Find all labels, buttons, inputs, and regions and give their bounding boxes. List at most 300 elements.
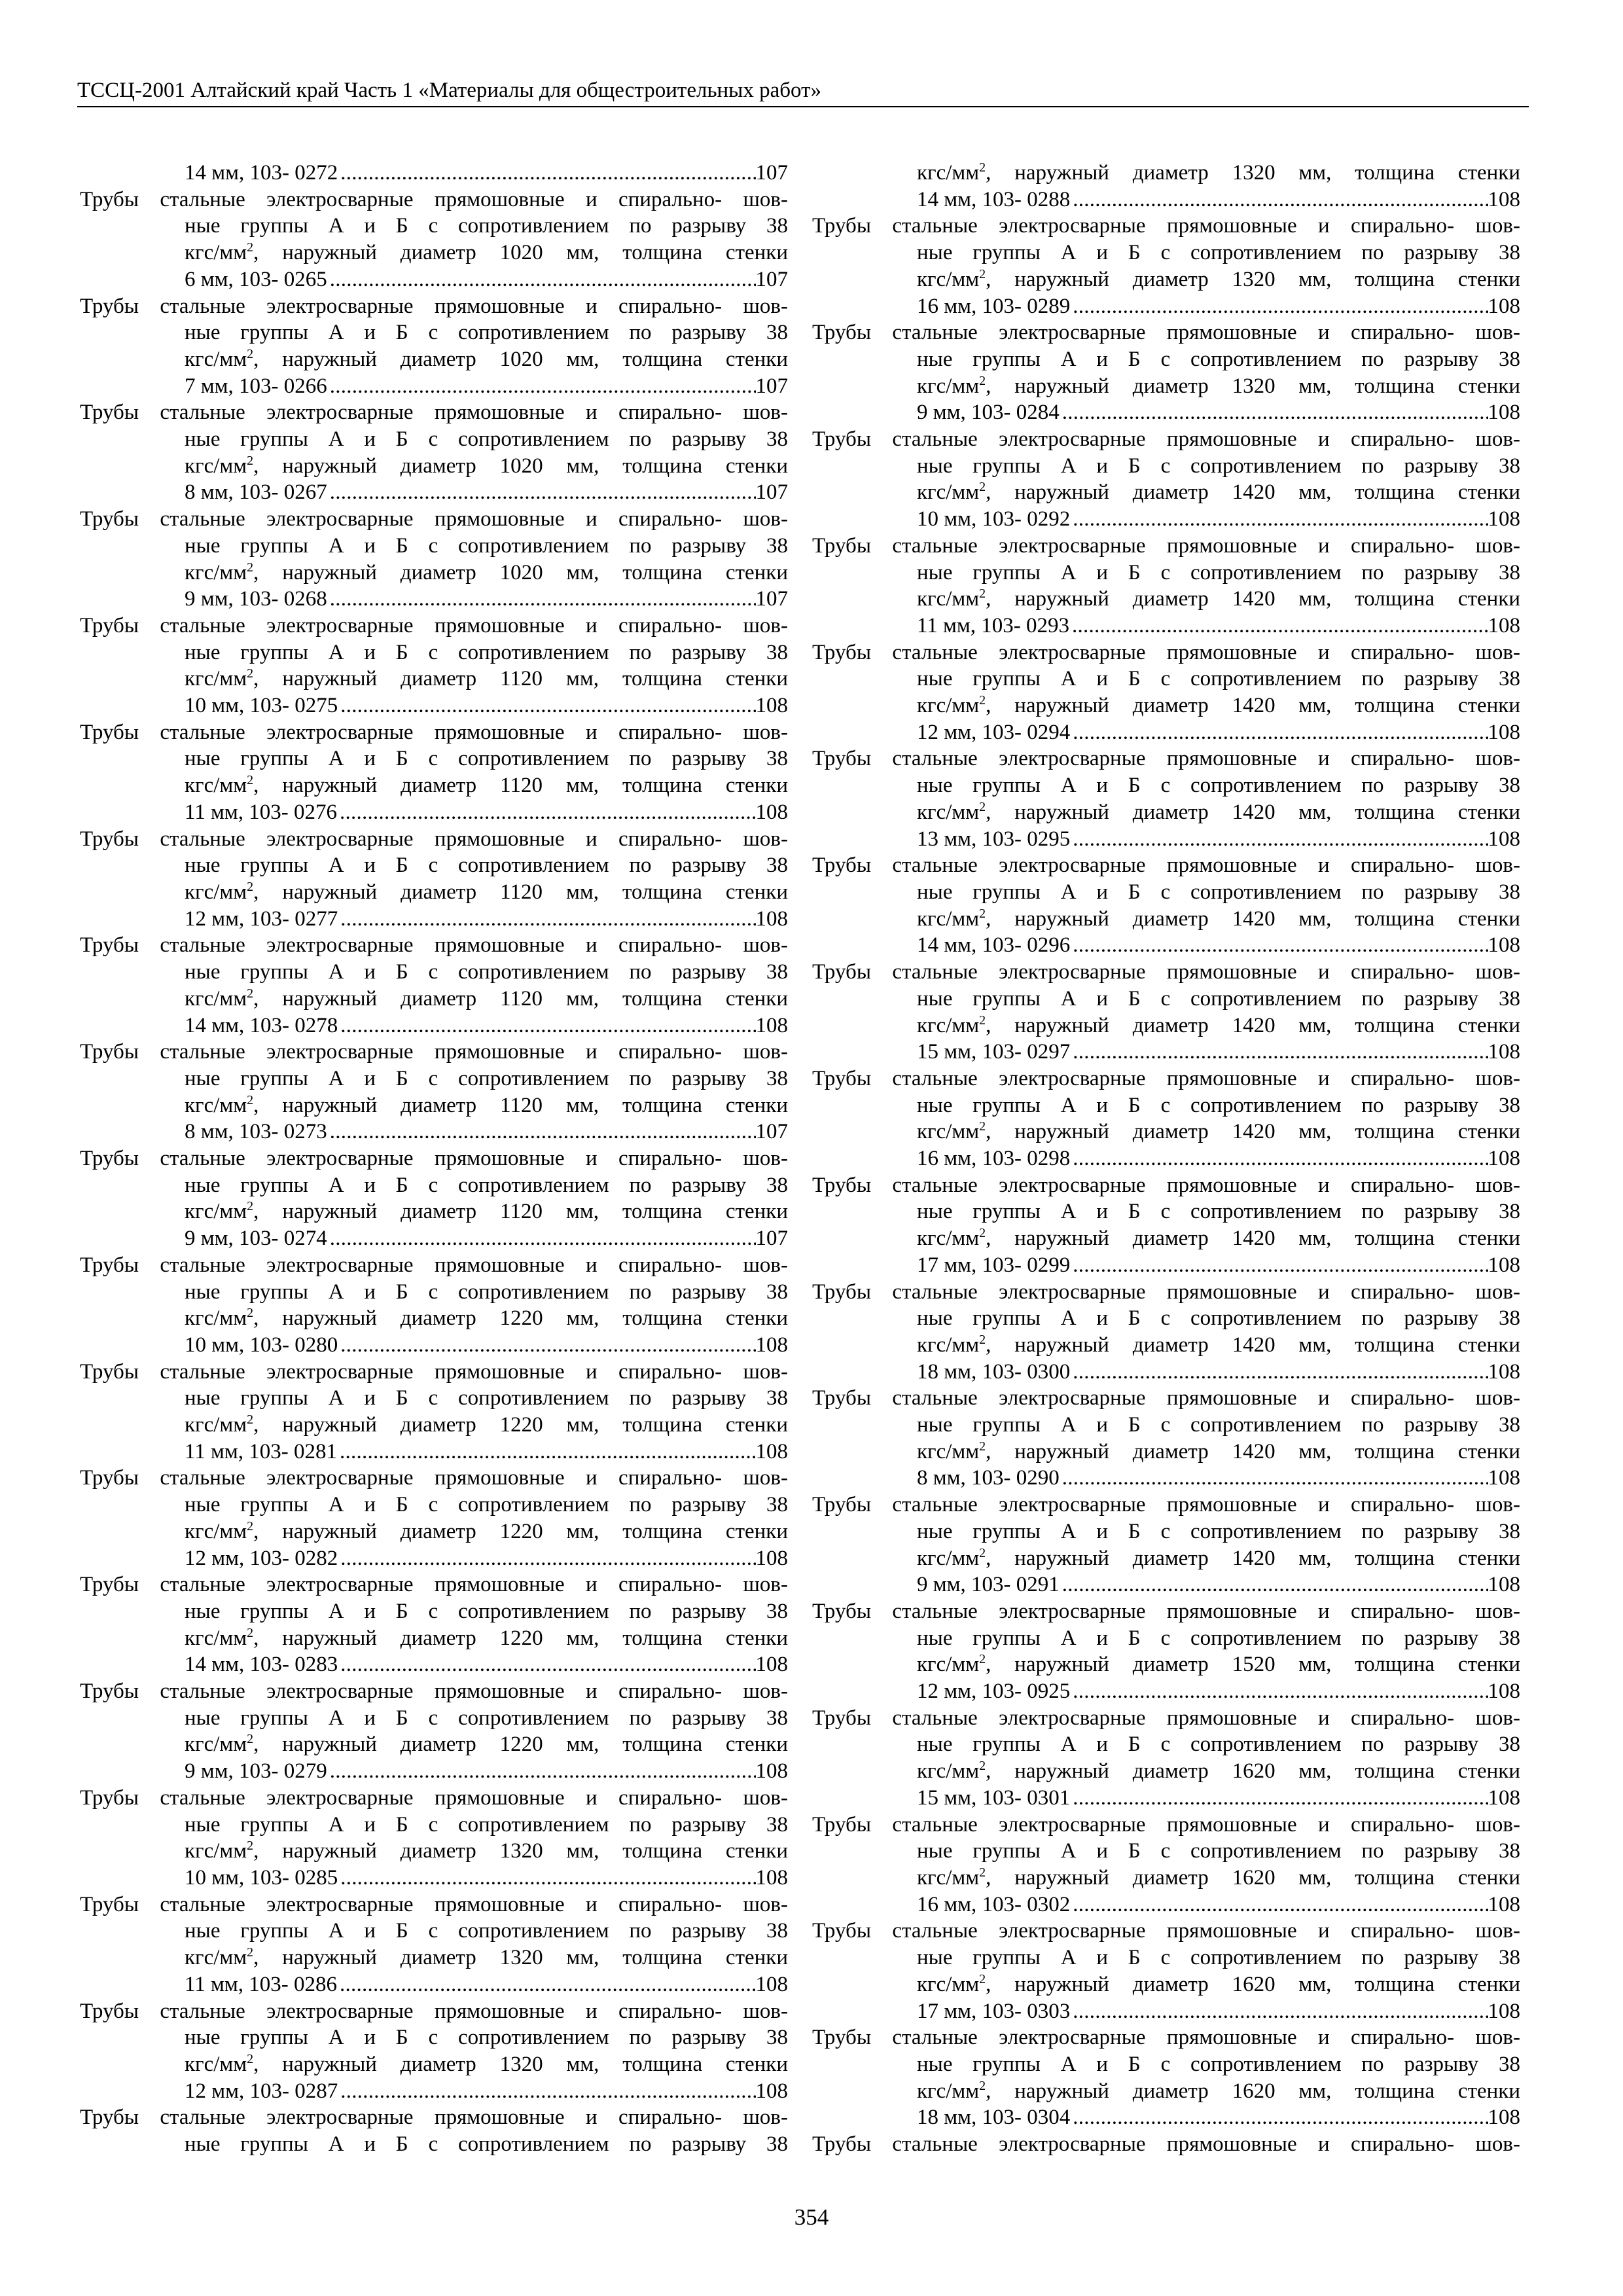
entry-title-line <box>812 1812 1520 1839</box>
entry-title-line <box>812 1492 1520 1518</box>
diam-suffix: мм, толщина стенки <box>1275 1866 1521 1890</box>
dot-leader <box>1070 1252 1488 1279</box>
entry-subtitle: ные группы А и Б с сопротивлением по разрыву 38 <box>917 454 1520 478</box>
entry-title-line <box>812 319 1520 346</box>
superscript <box>979 1333 986 1347</box>
entry-subtitle-line <box>812 986 1520 1013</box>
superscript <box>979 267 986 281</box>
thickness-code: 14 мм, 103- 0272 <box>185 161 338 185</box>
unit-sup: 2 <box>247 1732 254 1747</box>
entry-title: Трубы стальные электросварные прямошовные и спирально- шов- <box>80 1253 788 1277</box>
dot-leader <box>1070 1892 1488 1918</box>
diameter-value: 1020 <box>499 347 543 371</box>
entry-subtitle-line <box>80 426 788 453</box>
entry-code <box>185 373 327 400</box>
unit-kgs: кгс/мм <box>185 774 247 798</box>
superscript <box>979 1226 986 1240</box>
index-entry <box>812 1812 1520 1918</box>
index-entry <box>812 1385 1520 1492</box>
entry-title-line <box>80 506 788 533</box>
entry-subtitle: ные группы А и Б с сопротивлением по разрыву 38 <box>917 1306 1520 1331</box>
dot-leader <box>338 692 755 719</box>
diameter-line <box>812 1225 1520 1252</box>
entry-title-line <box>812 1385 1520 1412</box>
thickness-code: 8 мм, 103- 0267 <box>185 480 327 505</box>
superscript <box>247 1519 253 1534</box>
page-ref: 108 <box>755 1013 788 1037</box>
diam-suffix: мм, толщина стенки <box>1275 2079 1521 2103</box>
diameter-value: 1420 <box>1232 480 1275 505</box>
entry-subtitle-line <box>812 560 1520 586</box>
entry-title-line <box>812 639 1520 666</box>
dot-leader <box>338 1332 755 1359</box>
unit-sup: 2 <box>979 2078 986 2093</box>
diameter-line <box>80 772 788 799</box>
unit-sup: 2 <box>979 1759 986 1774</box>
dot-leader <box>338 1865 755 1892</box>
diam-suffix: мм, толщина стенки <box>1275 480 1521 505</box>
entry-subtitle: ные группы А и Б с сопротивлением по разрыву 38 <box>917 241 1520 265</box>
leader-line <box>812 293 1520 320</box>
unit-kgs: кгс/мм <box>917 800 980 824</box>
thickness-code: 11 мм, 103- 0293 <box>917 613 1070 637</box>
superscript <box>979 800 986 814</box>
unit-sup: 2 <box>979 1971 986 1986</box>
entry-title-line <box>80 1252 788 1279</box>
unit-kgs: кгс/мм <box>917 587 980 611</box>
superscript <box>979 1972 986 1986</box>
diameter-line <box>80 986 788 1013</box>
entry-title-line <box>80 293 788 320</box>
unit-kgs: кгс/мм <box>917 1333 980 1357</box>
index-entry <box>80 506 788 613</box>
unit-kgs: кгс/мм <box>917 1653 980 1677</box>
entry-title-line <box>80 932 788 959</box>
entry-title: Трубы стальные электросварные прямошовные и спирально- шов- <box>80 720 788 744</box>
entry-subtitle-line <box>80 639 788 666</box>
diam-prefix: , наружный диаметр <box>253 880 501 904</box>
diameter-value: 1420 <box>1232 1546 1275 1570</box>
entry-code <box>185 266 327 293</box>
entry-title-line <box>812 1172 1520 1199</box>
page-ref: 108 <box>1488 1679 1520 1704</box>
entry-title-line <box>812 533 1520 560</box>
entry-subtitle-line <box>80 1492 788 1518</box>
leader-line <box>80 586 788 613</box>
leader-line <box>812 1678 1520 1705</box>
leader-line <box>80 1651 788 1678</box>
diam-suffix: мм, толщина стенки <box>1275 906 1521 931</box>
dot-leader <box>338 906 755 933</box>
dot-leader <box>337 1971 755 1998</box>
thickness-code: 15 мм, 103- 0297 <box>917 1040 1071 1064</box>
diam-prefix: , наружный диаметр <box>253 1626 500 1650</box>
dot-leader <box>338 1545 755 1572</box>
superscript <box>247 1626 253 1640</box>
index-entry <box>80 399 788 506</box>
superscript <box>247 666 253 681</box>
diameter-value: 1320 <box>499 1839 543 1863</box>
diameter-line <box>80 666 788 692</box>
index-entry <box>80 293 788 400</box>
diameter-value: 1420 <box>1232 1439 1275 1463</box>
diam-suffix: мм, толщина стенки <box>1275 587 1521 611</box>
diameter-line <box>80 1838 788 1865</box>
index-entry <box>80 613 788 719</box>
superscript <box>247 986 253 1001</box>
unit-kgs: кгс/мм <box>185 241 247 265</box>
thickness-code: 12 мм, 103- 0925 <box>917 1679 1071 1704</box>
index-entry-continued <box>812 2131 1520 2158</box>
unit-sup: 2 <box>979 906 986 921</box>
thickness-code: 9 мм, 103- 0274 <box>185 1227 327 1251</box>
entry-code <box>917 826 1070 853</box>
dot-leader <box>1070 293 1488 320</box>
diam-prefix: , наружный диаметр <box>986 1439 1232 1463</box>
entry-subtitle: ные группы А и Б с сопротивлением по разрыву 38 <box>185 1386 788 1410</box>
page-ref: 108 <box>755 906 788 931</box>
unit-kgs: кгс/мм <box>917 1546 980 1570</box>
thickness-code: 17 мм, 103- 0303 <box>917 1999 1071 2023</box>
entry-subtitle-line <box>80 213 788 240</box>
page-ref: 108 <box>1488 507 1520 531</box>
leader-line <box>80 1439 788 1465</box>
entry-title: Трубы стальные электросварные прямошовные и спирально- шов- <box>80 1147 788 1171</box>
entry-subtitle: ные группы А и Б с сопротивлением по разрыву 38 <box>917 1200 1520 1224</box>
unit-sup: 2 <box>979 1013 986 1028</box>
thickness-code: 9 мм, 103- 0268 <box>185 587 327 611</box>
entry-subtitle: ные группы А и Б с сопротивлением по разрыву 38 <box>917 774 1520 798</box>
unit-sup: 2 <box>979 1545 986 1560</box>
diam-prefix: , наружный диаметр <box>253 560 500 584</box>
leader-line <box>80 1332 788 1359</box>
entry-code <box>917 1571 1060 1598</box>
entry-subtitle-line <box>812 1198 1520 1225</box>
leader-line <box>812 1039 1520 1066</box>
unit-sup: 2 <box>247 2051 254 2066</box>
unit-sup: 2 <box>979 266 986 281</box>
diameter-value: 1520 <box>1232 1653 1275 1677</box>
entry-title: Трубы стальные электросварные прямошовные и спирально- шов- <box>80 827 788 851</box>
entry-title-line <box>80 399 788 426</box>
diameter-line <box>80 1625 788 1652</box>
entry-title-line <box>80 1678 788 1705</box>
superscript <box>979 1652 986 1666</box>
diam-prefix: , наружный диаметр <box>253 1839 500 1863</box>
diameter-line <box>812 906 1520 933</box>
entry-title-line <box>80 1145 788 1172</box>
entry-title-line <box>812 2131 1520 2158</box>
entry-title: Трубы стальные электросварные прямошовные и спирально- шов- <box>80 1573 788 1597</box>
superscript <box>247 1732 253 1746</box>
diameter-line <box>80 453 788 480</box>
entry-subtitle-line <box>812 879 1520 906</box>
diam-suffix: мм, толщина стенки <box>542 986 789 1011</box>
entry-code <box>917 613 1069 639</box>
diam-prefix: , наружный диаметр <box>986 800 1232 824</box>
entry-code <box>917 506 1070 533</box>
diameter-line <box>80 1198 788 1225</box>
unit-kgs: кгс/мм <box>185 454 247 478</box>
superscript <box>979 1439 986 1454</box>
page-ref: 108 <box>1488 827 1520 851</box>
diam-suffix: мм, толщина стенки <box>542 667 789 691</box>
superscript <box>979 906 986 921</box>
entry-subtitle: ные группы А и Б с сопротивлением по разрыву 38 <box>185 1066 788 1090</box>
dot-leader <box>1070 932 1488 959</box>
entry-title: Трубы стальные электросварные прямошовные и спирально- шов- <box>812 321 1520 345</box>
entry-subtitle-line <box>80 745 788 772</box>
thickness-code: 10 мм, 103- 0280 <box>185 1333 338 1357</box>
diam-prefix: , наружный диаметр <box>986 1866 1232 1890</box>
index-entry <box>812 319 1520 426</box>
entry-subtitle-line <box>80 319 788 346</box>
thickness-code: 14 мм, 103- 0278 <box>185 1013 338 1037</box>
thickness-code: 8 мм, 103- 0290 <box>917 1466 1060 1490</box>
entry-subtitle-line <box>812 1412 1520 1439</box>
page-ref: 108 <box>755 1333 788 1357</box>
diam-prefix: , наружный диаметр <box>986 694 1232 718</box>
leader-line <box>812 1465 1520 1492</box>
entry-title-line <box>812 213 1520 240</box>
unit-sup: 2 <box>979 799 986 814</box>
dot-leader <box>338 1013 755 1039</box>
unit-kgs: кгс/мм <box>917 1227 980 1251</box>
diameter-line <box>812 586 1520 613</box>
index-entry <box>812 426 1520 533</box>
dot-leader <box>327 1758 756 1785</box>
entry-code <box>185 1013 338 1039</box>
diameter-value: 1320 <box>499 2052 543 2076</box>
unit-sup: 2 <box>247 773 254 788</box>
diam-prefix: , наружный диаметр <box>986 374 1232 398</box>
dot-leader <box>1060 399 1488 426</box>
diameter-value: 1320 <box>1232 267 1275 291</box>
entry-title-line <box>80 826 788 853</box>
entry-subtitle-line <box>812 1305 1520 1332</box>
entry-subtitle-line <box>812 1092 1520 1119</box>
diam-suffix: мм, толщина стенки <box>543 1413 789 1437</box>
dot-leader <box>1070 1145 1488 1172</box>
dot-leader <box>1070 187 1488 213</box>
entry-subtitle: ные группы А и Б с сопротивлением по разрыву 38 <box>185 640 788 664</box>
unit-kgs: кгс/мм <box>185 1200 247 1224</box>
diam-prefix: , наружный диаметр <box>986 267 1232 291</box>
unit-kgs: кгс/мм <box>185 1306 247 1331</box>
leader-line <box>812 1145 1520 1172</box>
index-entry <box>812 1598 1520 1705</box>
index-entry <box>812 1172 1520 1279</box>
diam-suffix: мм, толщина стенки <box>1275 694 1521 718</box>
superscript <box>979 374 986 388</box>
diameter-line <box>80 1412 788 1439</box>
unit-sup: 2 <box>247 1199 254 1214</box>
leader-line <box>812 613 1520 639</box>
leader-line <box>80 1758 788 1785</box>
entry-code <box>185 1758 327 1785</box>
index-entry <box>80 1039 788 1145</box>
unit-sup: 2 <box>247 1945 254 1960</box>
entry-title: Трубы стальные электросварные прямошовные и спирально- шов- <box>80 613 788 637</box>
entry-code <box>185 1119 327 1145</box>
diameter-line <box>812 1971 1520 1998</box>
diam-prefix: , наружный диаметр <box>986 1759 1232 1784</box>
diameter-line <box>812 1013 1520 1039</box>
entry-subtitle: ные группы А и Б с сопротивлением по разрыву 38 <box>917 2052 1520 2076</box>
index-entry <box>812 852 1520 959</box>
entry-code <box>917 932 1070 959</box>
entry-code <box>917 1039 1070 1066</box>
unit-kgs: кгс/мм <box>185 1839 247 1863</box>
page-ref: 108 <box>1488 1573 1520 1597</box>
entry-code <box>917 293 1070 320</box>
diameter-value: 1620 <box>1232 2079 1275 2103</box>
diameter-value: 1420 <box>1232 800 1275 824</box>
unit-sup: 2 <box>247 1092 254 1107</box>
unit-sup: 2 <box>247 879 254 894</box>
diameter-line <box>812 373 1520 400</box>
page-ref: 107 <box>755 267 788 291</box>
entry-subtitle-line <box>812 772 1520 799</box>
unit-kgs: кгс/мм <box>185 2052 247 2076</box>
index-entry <box>812 745 1520 852</box>
unit-kgs: кгс/мм <box>185 667 247 691</box>
page-ref: 108 <box>1488 613 1520 637</box>
thickness-code: 7 мм, 103- 0266 <box>185 374 327 398</box>
unit-sup: 2 <box>979 586 986 601</box>
entry-subtitle-line <box>812 1518 1520 1545</box>
diam-suffix: мм, толщина стенки <box>1275 1333 1521 1357</box>
leader-line <box>812 1998 1520 2025</box>
thickness-code: 18 мм, 103- 0304 <box>917 2106 1071 2130</box>
entry-subtitle-line <box>80 533 788 560</box>
diam-suffix: мм, толщина стенки <box>542 1093 789 1117</box>
unit-kgs: кгс/мм <box>185 1093 247 1117</box>
superscript <box>979 1013 986 1028</box>
diameter-value: 1020 <box>499 454 543 478</box>
entry-subtitle: ные группы А и Б с сопротивлением по разрыву 38 <box>917 560 1520 584</box>
entry-title: Трубы стальные электросварные прямошовные и спирально- шов- <box>812 1493 1520 1517</box>
diameter-value: 1120 <box>500 880 543 904</box>
unit-sup: 2 <box>979 1652 986 1667</box>
entry-title: Трубы стальные электросварные прямошовные и спирально- шов- <box>812 1599 1520 1623</box>
diam-suffix: мм, толщина стенки <box>542 880 789 904</box>
unit-sup: 2 <box>247 1839 254 1854</box>
thickness-code: 12 мм, 103- 0282 <box>185 1546 338 1570</box>
entry-subtitle-line <box>812 240 1520 266</box>
dot-leader <box>1070 506 1488 533</box>
diameter-line <box>812 266 1520 293</box>
leader-line <box>80 373 788 400</box>
page-ref: 108 <box>1488 933 1520 958</box>
unit-kgs: кгс/мм <box>185 1519 247 1543</box>
entry-subtitle: ные группы А и Б с сопротивлением по разрыву 38 <box>185 321 788 345</box>
entry-subtitle-line <box>80 1172 788 1199</box>
page-ref: 108 <box>755 1653 788 1677</box>
diam-prefix: , наружный диаметр <box>253 667 501 691</box>
page-ref: 108 <box>1488 720 1520 744</box>
page-ref: 108 <box>1488 1999 1520 2023</box>
diameter-value: 1420 <box>1232 1013 1275 1037</box>
entry-title: Трубы стальные электросварные прямошовные и спирально- шов- <box>812 1812 1520 1837</box>
diam-suffix: мм, толщина стенки <box>542 1200 789 1224</box>
thickness-code: 11 мм, 103- 0276 <box>185 800 338 824</box>
entry-code <box>185 2078 338 2105</box>
leader-line <box>812 1252 1520 1279</box>
entry-title: Трубы стальные электросварные прямошовные и спирально- шов- <box>80 187 788 211</box>
diameter-value: 1620 <box>1232 1972 1275 1996</box>
entry-subtitle: ные группы А и Б с сопротивлением по разрыву 38 <box>185 427 788 452</box>
index-entry <box>812 1492 1520 1598</box>
entry-title-line <box>80 719 788 746</box>
diam-prefix: , наружный диаметр <box>986 906 1232 931</box>
unit-kgs: кгс/мм <box>917 374 980 398</box>
diameter-value: 1220 <box>499 1732 543 1757</box>
leader-line <box>812 1359 1520 1386</box>
entry-title: Трубы стальные электросварные прямошовные и спирально- шов- <box>812 1066 1520 1090</box>
entry-subtitle-line <box>812 1625 1520 1652</box>
entry-code <box>185 799 337 826</box>
page-ref: 107 <box>755 374 788 398</box>
entry-title: Трубы стальные электросварные прямошовные и спирально- шов- <box>812 1173 1520 1197</box>
diam-suffix: мм, толщина стенки <box>1275 1013 1521 1037</box>
entry-code <box>185 1971 337 1998</box>
unit-kgs: кгс/мм <box>917 694 980 718</box>
page-ref: 108 <box>1488 1466 1520 1490</box>
index-entry <box>812 213 1520 319</box>
diam-prefix: , наружный диаметр <box>253 347 500 371</box>
thickness-code: 11 мм, 103- 0281 <box>185 1439 338 1463</box>
entry-code <box>185 160 338 187</box>
entry-title: Трубы стальные электросварные прямошовные и спирально- шов- <box>812 1280 1520 1304</box>
index-entry <box>80 719 788 826</box>
diameter-value: 1220 <box>499 1306 543 1331</box>
thickness-code: 10 мм, 103- 0285 <box>185 1866 338 1890</box>
diameter-line <box>80 1945 788 1971</box>
entry-subtitle-line <box>80 1598 788 1625</box>
superscript <box>247 454 253 468</box>
diameter-line <box>80 1731 788 1758</box>
diam-prefix: , наружный диаметр <box>253 1200 501 1224</box>
entry-code <box>185 1545 338 1572</box>
diameter-value: 1420 <box>1232 1227 1275 1251</box>
index-entry <box>80 1571 788 1678</box>
leader-line <box>80 1865 788 1892</box>
thickness-code: 15 мм, 103- 0301 <box>917 1785 1071 1810</box>
entry-subtitle-line <box>812 1945 1520 1971</box>
entry-code <box>917 1892 1070 1918</box>
diam-prefix: , наружный диаметр <box>253 1093 501 1117</box>
entry-subtitle-line <box>80 1279 788 1306</box>
diameter-value: 1420 <box>1232 1333 1275 1357</box>
unit-kgs: кгс/мм <box>917 480 980 505</box>
entry-subtitle: ные группы А и Б с сопротивлением по разрыву 38 <box>185 1706 788 1730</box>
diameter-line <box>812 1651 1520 1678</box>
thickness-code: 9 мм, 103- 0284 <box>917 401 1060 425</box>
unit-kgs: кгс/мм <box>917 1439 980 1463</box>
entry-subtitle: ные группы А и Б с сопротивлением по разрыву 38 <box>917 347 1520 371</box>
entry-title: Трубы стальные электросварные прямошовные и спирально- шов- <box>812 2026 1520 2050</box>
index-entry <box>80 1998 788 2105</box>
entry-title-line <box>80 1465 788 1492</box>
unit-sup: 2 <box>979 1226 986 1241</box>
diam-suffix: мм, толщина стенки <box>1275 267 1521 291</box>
entry-code <box>185 906 338 933</box>
diameter-value: 1420 <box>1232 906 1275 931</box>
thickness-code: 14 мм, 103- 0288 <box>917 187 1071 211</box>
unit-kgs: кгс/мм <box>917 1120 980 1144</box>
diameter-value: 1320 <box>1232 374 1275 398</box>
